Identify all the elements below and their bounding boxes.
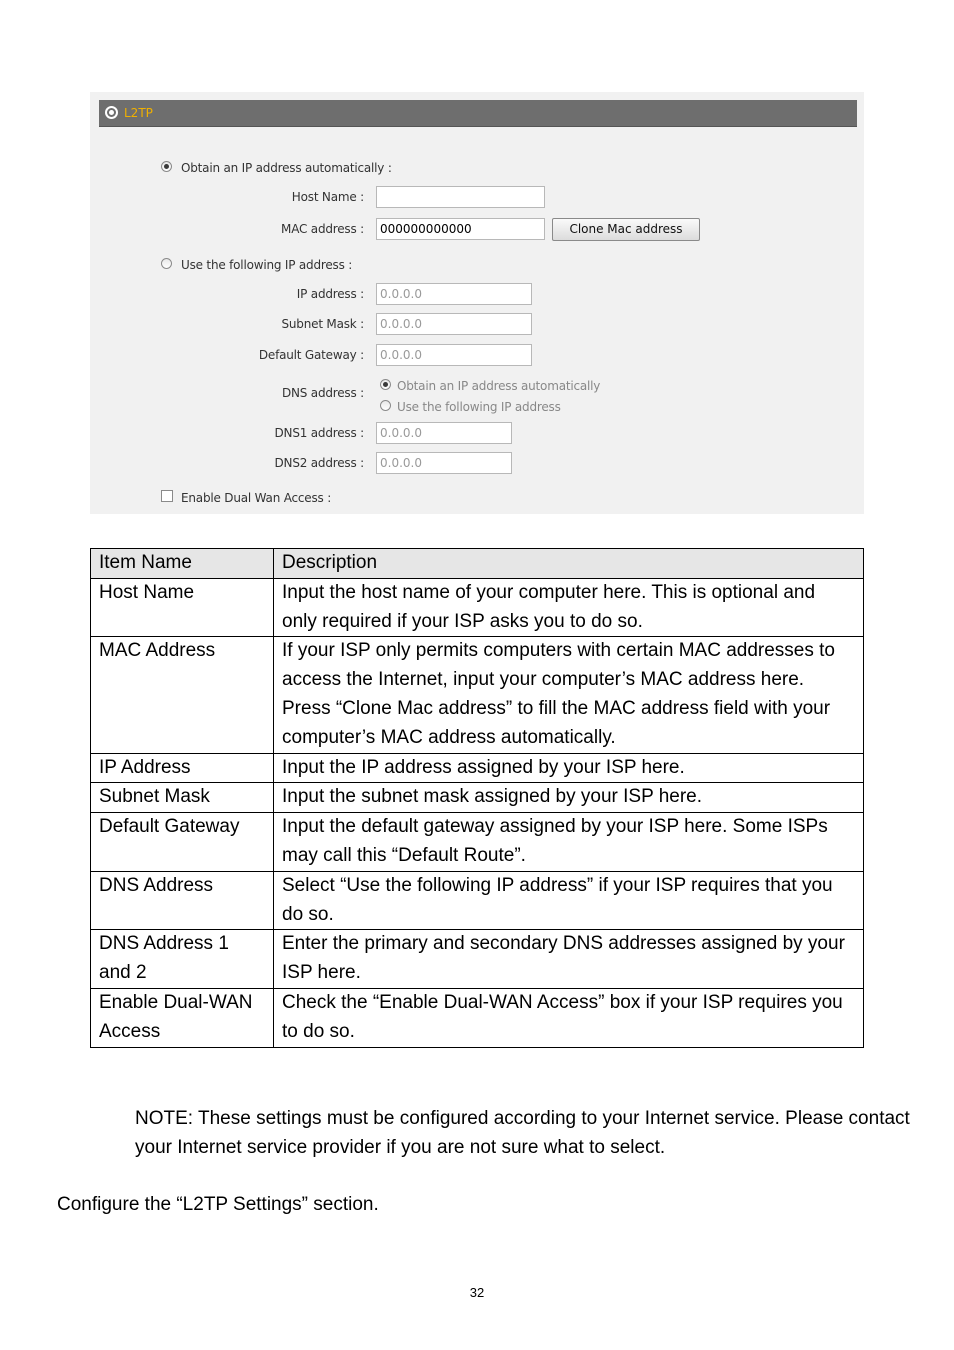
dns-manual-label: Use the following IP address bbox=[397, 400, 561, 414]
row-item-name: Host Name bbox=[91, 578, 274, 637]
row-description: Input the subnet mask assigned by your ISP here. bbox=[274, 783, 864, 813]
row-description: Input the host name of your computer here. This is optional and only required if your ISP asks you to do so. bbox=[274, 578, 864, 637]
page-number: 32 bbox=[469, 1285, 485, 1300]
table-row bbox=[91, 753, 864, 783]
use-following-label: Use the following IP address : bbox=[181, 258, 353, 272]
dns1-input[interactable]: 0.0.0.0 bbox=[376, 422, 512, 444]
dual-wan-label: Enable Dual Wan Access : bbox=[181, 491, 332, 505]
table-row bbox=[91, 783, 864, 813]
dual-wan-checkbox[interactable] bbox=[161, 490, 173, 502]
dns1-label: DNS1 address : bbox=[274, 426, 364, 440]
row-item-name: MAC Address bbox=[91, 637, 274, 753]
row-item-name: Enable Dual-WAN Access bbox=[91, 988, 274, 1047]
row-description: Select “Use the following IP address” if your ISP requires that you do so. bbox=[274, 871, 864, 930]
row-item-name: Default Gateway bbox=[91, 813, 274, 872]
row-item-name: DNS Address bbox=[91, 871, 274, 930]
ip-address-label: IP address : bbox=[296, 287, 364, 301]
item-description-table bbox=[90, 548, 864, 1048]
subnet-mask-label: Subnet Mask : bbox=[281, 317, 364, 331]
table-row bbox=[91, 930, 864, 989]
table-row bbox=[91, 871, 864, 930]
row-description: If your ISP only permits computers with certain MAC addresses to access the Internet, input your computer’s MAC address here. Press “Clone Mac address” to fill the MAC address field with your computer’s MAC address automatically. bbox=[274, 637, 864, 753]
table-row bbox=[91, 578, 864, 637]
row-item-name: DNS Address 1 and 2 bbox=[91, 930, 274, 989]
row-description: Enter the primary and secondary DNS addresses assigned by your ISP here. bbox=[274, 930, 864, 989]
host-name-input[interactable] bbox=[376, 186, 545, 208]
ip-address-input[interactable]: 0.0.0.0 bbox=[376, 283, 532, 305]
dns-auto-radio[interactable] bbox=[380, 379, 391, 390]
dns-manual-radio[interactable] bbox=[380, 400, 391, 411]
table-row bbox=[91, 637, 864, 753]
table-row bbox=[91, 813, 864, 872]
header-radio-icon bbox=[105, 106, 118, 119]
dns2-label: DNS2 address : bbox=[274, 456, 364, 470]
row-description: Input the default gateway assigned by your ISP here. Some ISPs may call this “Default Route”. bbox=[274, 813, 864, 872]
table-header-row bbox=[91, 549, 864, 579]
row-item-name: Subnet Mask bbox=[91, 783, 274, 813]
note-paragraph: NOTE: These settings must be configured according to your Internet service. Please contact your Internet service provider if you are not sure what to select. bbox=[135, 1108, 910, 1158]
host-name-label: Host Name : bbox=[291, 190, 364, 204]
default-gateway-input[interactable]: 0.0.0.0 bbox=[376, 344, 532, 366]
dns-address-label: DNS address : bbox=[281, 386, 364, 400]
dns-auto-label: Obtain an IP address automatically bbox=[397, 379, 601, 393]
obtain-auto-radio[interactable] bbox=[161, 161, 172, 172]
mac-address-label: MAC address : bbox=[281, 222, 364, 236]
panel-header bbox=[99, 100, 857, 127]
obtain-auto-label: Obtain an IP address automatically : bbox=[181, 161, 392, 175]
header-description: Description bbox=[274, 549, 864, 579]
instruction-paragraph: Configure the “L2TP Settings” section. bbox=[57, 1194, 379, 1215]
row-item-name: IP Address bbox=[91, 753, 274, 783]
row-description: Check the “Enable Dual-WAN Access” box if your ISP requires you to do so. bbox=[274, 988, 864, 1047]
clone-mac-button[interactable]: Clone Mac address bbox=[552, 218, 700, 241]
use-following-radio[interactable] bbox=[161, 258, 172, 269]
row-description: Input the IP address assigned by your ISP here. bbox=[274, 753, 864, 783]
l2tp-settings-panel bbox=[90, 92, 864, 514]
subnet-mask-input[interactable]: 0.0.0.0 bbox=[376, 313, 532, 335]
panel-title: L2TP bbox=[124, 106, 153, 120]
table-row bbox=[91, 988, 864, 1047]
header-item-name: Item Name bbox=[91, 549, 274, 579]
dns2-input[interactable]: 0.0.0.0 bbox=[376, 452, 512, 474]
default-gateway-label: Default Gateway : bbox=[258, 348, 364, 362]
mac-address-input[interactable]: 000000000000 bbox=[376, 218, 545, 240]
